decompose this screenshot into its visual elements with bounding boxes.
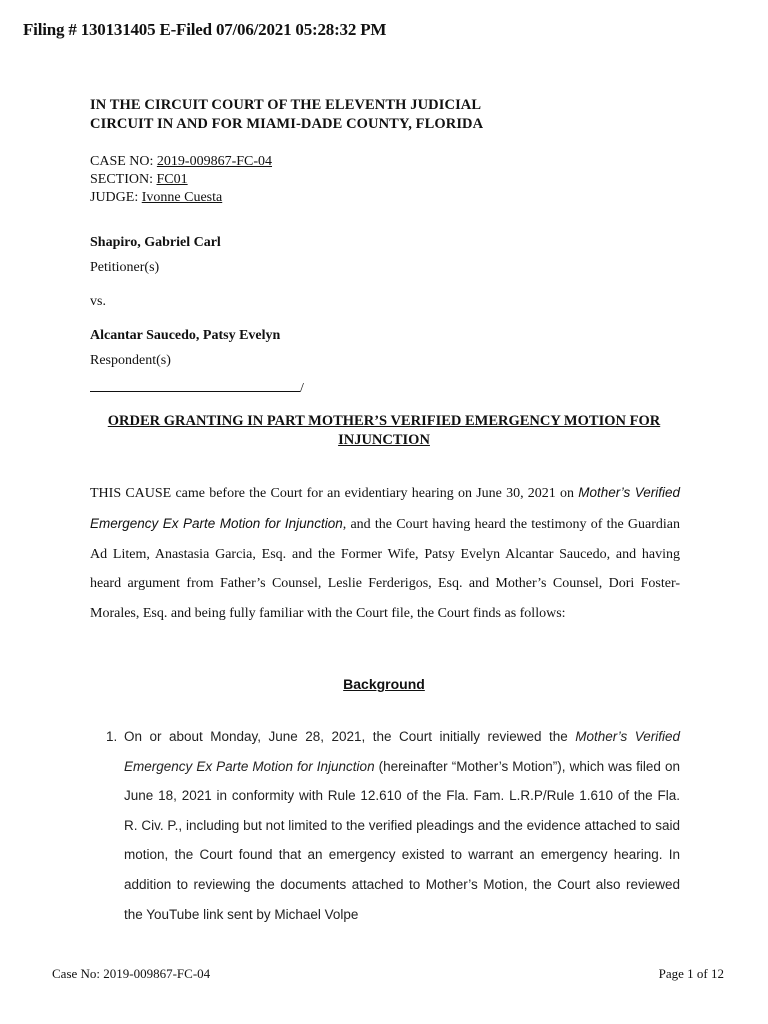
case-number-label: CASE NO:: [90, 154, 157, 169]
court-caption-line-1: IN THE CIRCUIT COURT OF THE ELEVENTH JUDICIAL: [90, 97, 482, 113]
footer-page-number: Page 1 of 12: [658, 966, 724, 981]
petitioner-role: Petitioner(s): [90, 260, 160, 275]
section-row: [90, 171, 272, 189]
respondent-name: Alcantar Saucedo, Patsy Evelyn: [90, 328, 281, 343]
intro-text-2: , and the Court having heard the testimony of the Guardian Ad Litem, Anastasia Garcia, Esq. and the Former Wife, Patsy Evelyn Alcantar Saucedo, and having heard argument from Father’s Counsel, Leslie Ferderigos, Esq. and Mother’s Counsel, Dori Foster-Morales, Esq. and being fully familiar with the Court file, the Court finds as follows:: [90, 516, 680, 622]
background-heading: Background: [343, 676, 425, 692]
judge-name: Ivonne Cuesta: [141, 190, 223, 205]
petitioner-name: Shapiro, Gabriel Carl: [90, 235, 221, 250]
paragraph-italic-title: Mother’s Verified Emergency Ex Parte Motion for Injunction: [124, 729, 680, 774]
paragraph-text-1: On or about Monday, June 28, 2021, the Court initially reviewed the: [124, 729, 576, 744]
case-number: 2019-009867-FC-04: [156, 154, 273, 169]
section-value: FC01: [156, 172, 188, 187]
paragraph-text-2: (hereinafter “Mother’s Motion”), which was filed on June 18, 2021 in conformity with Rule 12.610 of the Fla. Fam. L.R.P/Rule 1.610 of the Fla. R. Civ. P., including but not limited to the verified pleadings and the evidence attached to said motion, the Court found that an emergency existed to warrant an emergency hearing. In addition to reviewing the documents attached to Mother’s Motion, the Court also reviewed the YouTube link sent by Michael Volpe: [124, 758, 680, 922]
footer-case-number: Case No: 2019-009867-FC-04: [52, 966, 211, 981]
section-label: SECTION:: [90, 172, 157, 187]
blank-rule: [90, 378, 300, 392]
caption-signature-line: [90, 378, 304, 397]
case-info-block: [90, 153, 272, 207]
case-number-row: [90, 153, 272, 171]
versus-label: vs.: [90, 294, 106, 309]
motion-title-italic: Mother’s Verified Emergency Ex Parte Motion for Injunction: [90, 485, 680, 531]
intro-text-1: THIS CAUSE came before the Court for an evidentiary hearing on June 30, 2021 on: [90, 486, 579, 501]
paragraph-body: [124, 722, 680, 929]
respondent-role: Respondent(s): [90, 353, 171, 368]
court-caption-line-2: CIRCUIT IN AND FOR MIAMI-DADE COUNTY, FLORIDA: [90, 116, 484, 132]
judge-label: JUDGE:: [90, 190, 142, 205]
intro-paragraph: [90, 478, 680, 629]
order-title: ORDER GRANTING IN PART MOTHER’S VERIFIED EMERGENCY MOTION FOR INJUNCTION: [107, 413, 661, 448]
numbered-paragraph-1: [106, 722, 680, 929]
caption-slash: /: [300, 381, 304, 396]
efiling-stamp: Filing # 130131405 E-Filed 07/06/2021 05:28:32 PM: [23, 20, 387, 39]
judge-row: [90, 189, 272, 207]
court-caption: [90, 96, 483, 134]
paragraph-number: 1.: [106, 729, 118, 744]
